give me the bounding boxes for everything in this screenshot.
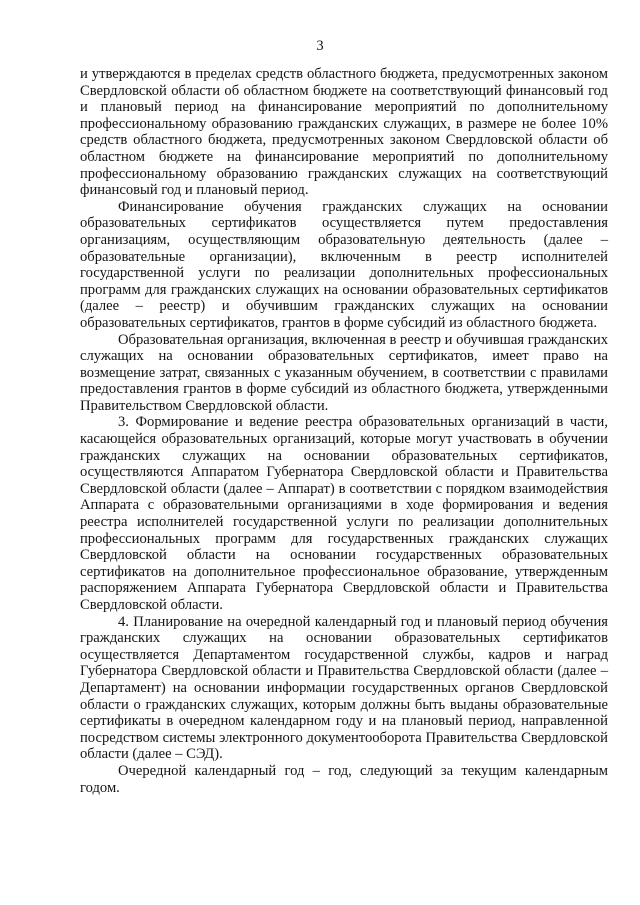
- paragraph-item-4: 4. Планирование на очередной календарный год и плановый период обучения гражданских служащих на основании образовательных сертификатов осуществляется Департаментом государственной службы, кадров и наград Губернатора Свердловской области и Правительства Свердловской области (далее – Департамент) на основании информации государственных органов Свердловской области о гражданских служащих, которым должны быть выданы образовательные сертификаты в очередном календарном году и на плановый период, направленной посредством системы электронного документооборота Правительства Свердловской области (далее – СЭД).: [80, 613, 608, 763]
- paragraph-item-3: 3. Формирование и ведение реестра образовательных организаций в части, касающейся образовательных организаций, которые могут участвовать в обучении гражданских служащих на основании образовательных сертификатов, осуществляются Аппаратом Губернатора Свердловской области и Правительства Свердловской области (далее – Аппарат) в соответствии с порядком взаимодействия Аппарата с образовательными организациями в ходе формирования и ведения реестра исполнителей государственной услуги по реализации дополнительных профессиональных программ для государственных гражданских служащих Свердловской области на основании государственных образовательных сертификатов на дополнительное профессиональное образование, утвержденным распоряжением Аппарата Губернатора Свердловской области и Правительства Свердловской области.: [80, 414, 608, 613]
- paragraph-continuation: и утверждаются в пределах средств областного бюджета, предусмотренных законом Свердловской области об областном бюджете на соответствующий финансовый год и плановый период на финансирование мероприятий по дополнительному профессиональному образованию гражданских служащих, в размере не более 10% средств областного бюджета, предусмотренных законом Свердловской области об областном бюджете на финансирование мероприятий по дополнительному профессиональному образованию гражданских служащих на соответствующий финансовый год и плановый период.: [80, 66, 608, 199]
- page-number: 3: [316, 38, 324, 54]
- paragraph-definition: Очередной календарный год – год, следующий за текущим календарным годом.: [80, 762, 608, 796]
- paragraph-financing: Финансирование обучения гражданских служащих на основании образовательных сертификатов осуществляется путем предоставления организациям, осуществляющим образовательную деятельность (далее – образовательные организации), включенным в реестр исполнителей государственной услуги по реализации дополнительных профессиональных программ для гражданских служащих на основании образовательных сертификатов (далее – реестр) и обучившим гражданских служащих на основании образовательных сертификатов, грантов в форме субсидий из областного бюджета.: [80, 198, 608, 331]
- document-body: [80, 66, 608, 796]
- paragraph-reimbursement: Образовательная организация, включенная в реестр и обучившая гражданских служащих на основании образовательных сертификатов, имеет право на возмещение затрат, связанных с указанным обучением, в соответствии с правилами предоставления грантов в форме субсидий из областного бюджета, утвержденными Правительством Свердловской области.: [80, 331, 608, 414]
